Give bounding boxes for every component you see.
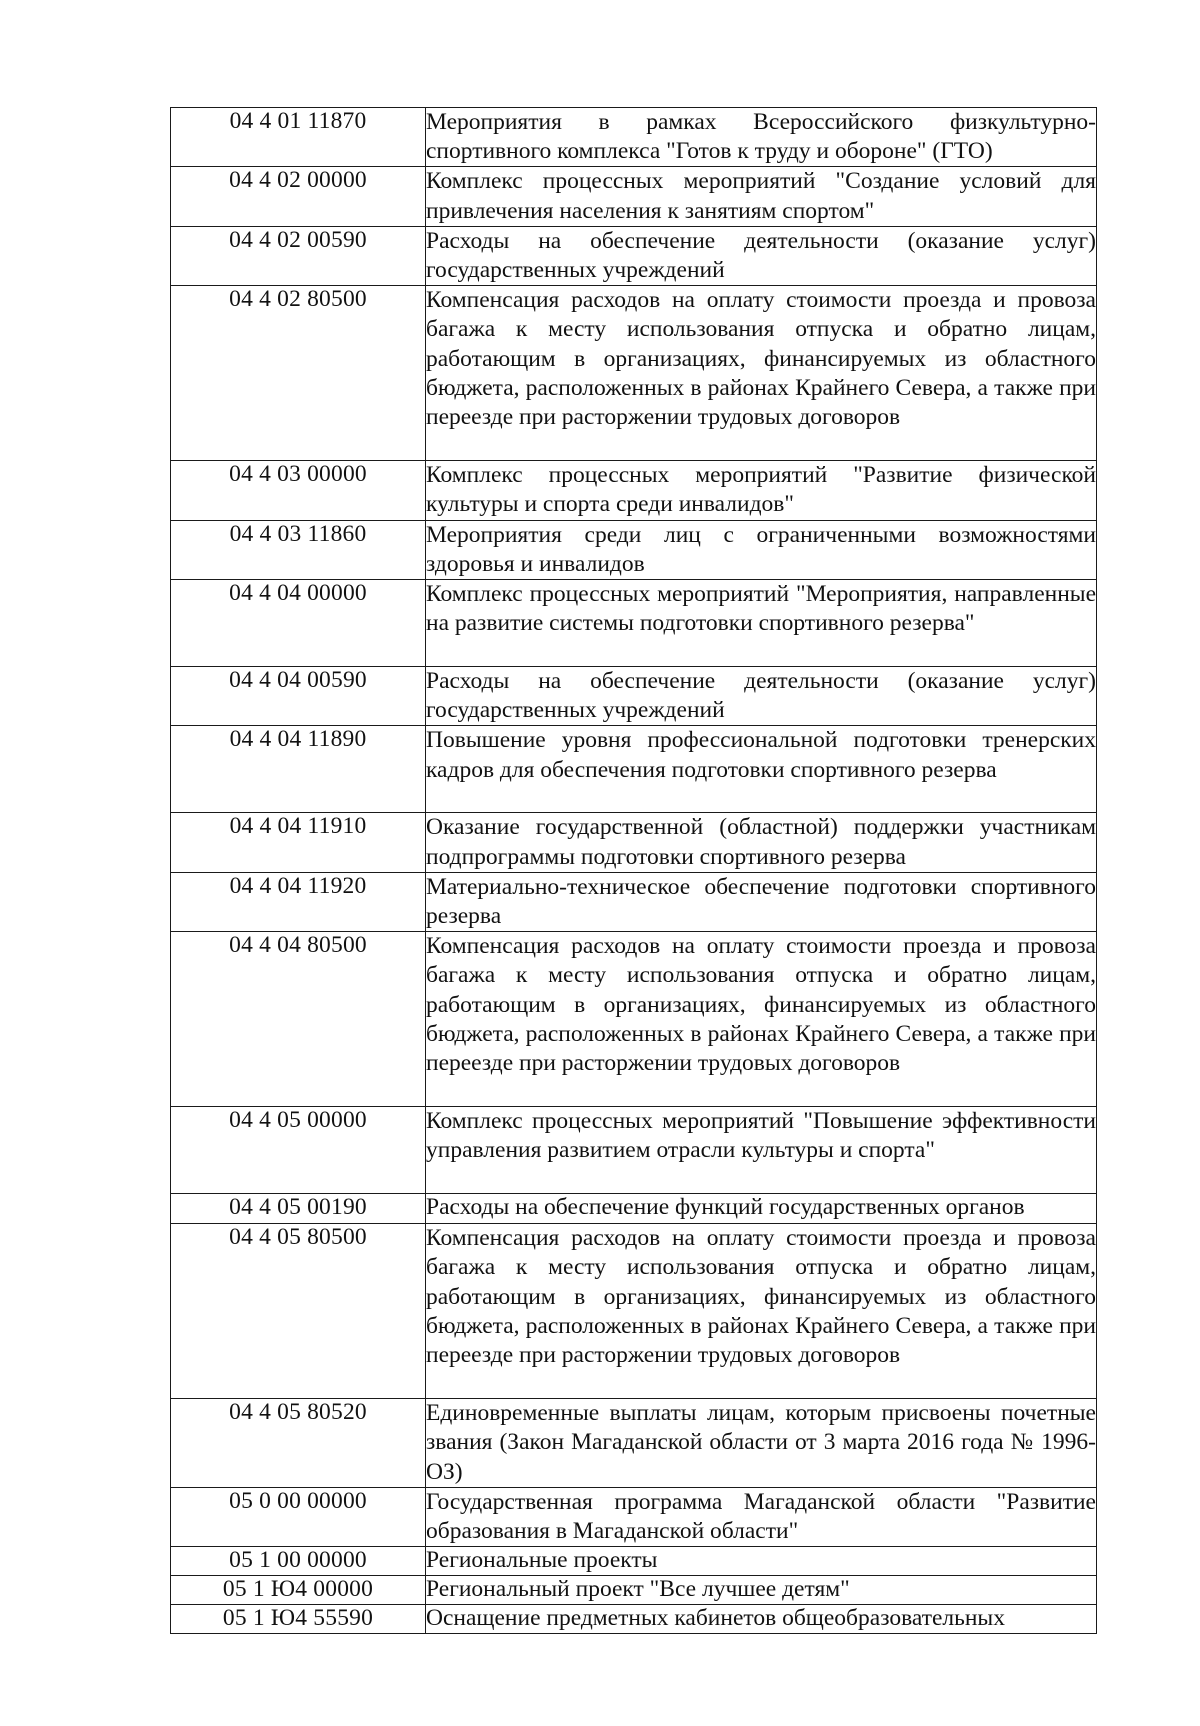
table-row [171, 1399, 1097, 1488]
row-code: 04 4 02 00590 [171, 226, 426, 285]
table-row [171, 108, 1097, 167]
table-row [171, 932, 1097, 1107]
row-code: 04 4 04 80500 [171, 932, 426, 1107]
row-code: 05 1 Ю4 00000 [171, 1576, 426, 1605]
table-row [171, 726, 1097, 813]
row-code: 04 4 03 00000 [171, 461, 426, 520]
table-row [171, 461, 1097, 520]
row-description: Компенсация расходов на оплату стоимости проезда и провоза багажа к месту использования отпуска и обратно лицам, работающим в организациях, финансируемых из областного бюджета, расположенных в районах Крайнего Севера, а также при переезде при расторжении трудовых договоров [426, 1224, 1097, 1399]
row-description: Расходы на обеспечение функций государственных органов [426, 1194, 1097, 1224]
table-row [171, 872, 1097, 931]
row-code: 04 4 02 00000 [171, 167, 426, 226]
row-description: Комплекс процессных мероприятий "Повышение эффективности управления развитием отрасли культуры и спорта" [426, 1107, 1097, 1194]
table-row [171, 1107, 1097, 1194]
row-code: 04 4 04 11910 [171, 813, 426, 872]
table-row [171, 520, 1097, 579]
row-code: 04 4 05 80520 [171, 1399, 426, 1488]
row-code: 05 1 Ю4 55590 [171, 1605, 426, 1634]
row-code: 04 4 04 11920 [171, 872, 426, 931]
table-row [171, 1576, 1097, 1605]
table-row [171, 1547, 1097, 1576]
table-row [171, 1605, 1097, 1634]
row-description: Повышение уровня профессиональной подготовки тренерских кадров для обеспечения подготовки спортивного резерва [426, 726, 1097, 813]
row-description: Расходы на обеспечение деятельности (оказание услуг) государственных учреждений [426, 226, 1097, 285]
row-code: 04 4 04 00590 [171, 667, 426, 726]
row-description: Мероприятия среди лиц с ограниченными возможностями здоровья и инвалидов [426, 520, 1097, 579]
row-description: Оснащение предметных кабинетов общеобразовательных [426, 1605, 1097, 1634]
row-description: Материально-техническое обеспечение подготовки спортивного резерва [426, 872, 1097, 931]
row-description: Оказание государственной (областной) поддержки участникам подпрограммы подготовки спортивного резерва [426, 813, 1097, 872]
row-code: 05 0 00 00000 [171, 1487, 426, 1546]
row-description: Комплекс процессных мероприятий "Развитие физической культуры и спорта среди инвалидов" [426, 461, 1097, 520]
row-code: 04 4 02 80500 [171, 286, 426, 461]
row-code: 04 4 01 11870 [171, 108, 426, 167]
table-row [171, 1224, 1097, 1399]
row-description: Компенсация расходов на оплату стоимости проезда и провоза багажа к месту использования отпуска и обратно лицам, работающим в организациях, финансируемых из областного бюджета, расположенных в районах Крайнего Севера, а также при переезде при расторжении трудовых договоров [426, 932, 1097, 1107]
table-row [171, 167, 1097, 226]
row-description: Расходы на обеспечение деятельности (оказание услуг) государственных учреждений [426, 667, 1097, 726]
row-code: 04 4 04 11890 [171, 726, 426, 813]
table-row [171, 667, 1097, 726]
budget-classification-table [170, 107, 1097, 1634]
row-code: 04 4 05 80500 [171, 1224, 426, 1399]
row-code: 04 4 05 00190 [171, 1194, 426, 1224]
row-description: Комплекс процессных мероприятий "Мероприятия, направленные на развитие системы подготовки спортивного резерва" [426, 580, 1097, 667]
row-code: 04 4 03 11860 [171, 520, 426, 579]
row-description: Государственная программа Магаданской области "Развитие образования в Магаданской области" [426, 1487, 1097, 1546]
row-description: Компенсация расходов на оплату стоимости проезда и провоза багажа к месту использования отпуска и обратно лицам, работающим в организациях, финансируемых из областного бюджета, расположенных в районах Крайнего Севера, а также при переезде при расторжении трудовых договоров [426, 286, 1097, 461]
row-code: 05 1 00 00000 [171, 1547, 426, 1576]
table-row [171, 226, 1097, 285]
table-row [171, 813, 1097, 872]
table-row [171, 580, 1097, 667]
row-description: Единовременные выплаты лицам, которым присвоены почетные звания (Закон Магаданской области от 3 марта 2016 года № 1996-ОЗ) [426, 1399, 1097, 1488]
row-description: Региональный проект "Все лучшее детям" [426, 1576, 1097, 1605]
table-row [171, 1487, 1097, 1546]
row-description: Региональные проекты [426, 1547, 1097, 1576]
row-description: Мероприятия в рамках Всероссийского физкультурно-спортивного комплекса "Готов к труду и обороне" (ГТО) [426, 108, 1097, 167]
row-code: 04 4 05 00000 [171, 1107, 426, 1194]
table-row [171, 1194, 1097, 1224]
row-description: Комплекс процессных мероприятий "Создание условий для привлечения населения к занятиям спортом" [426, 167, 1097, 226]
table-row [171, 286, 1097, 461]
row-code: 04 4 04 00000 [171, 580, 426, 667]
